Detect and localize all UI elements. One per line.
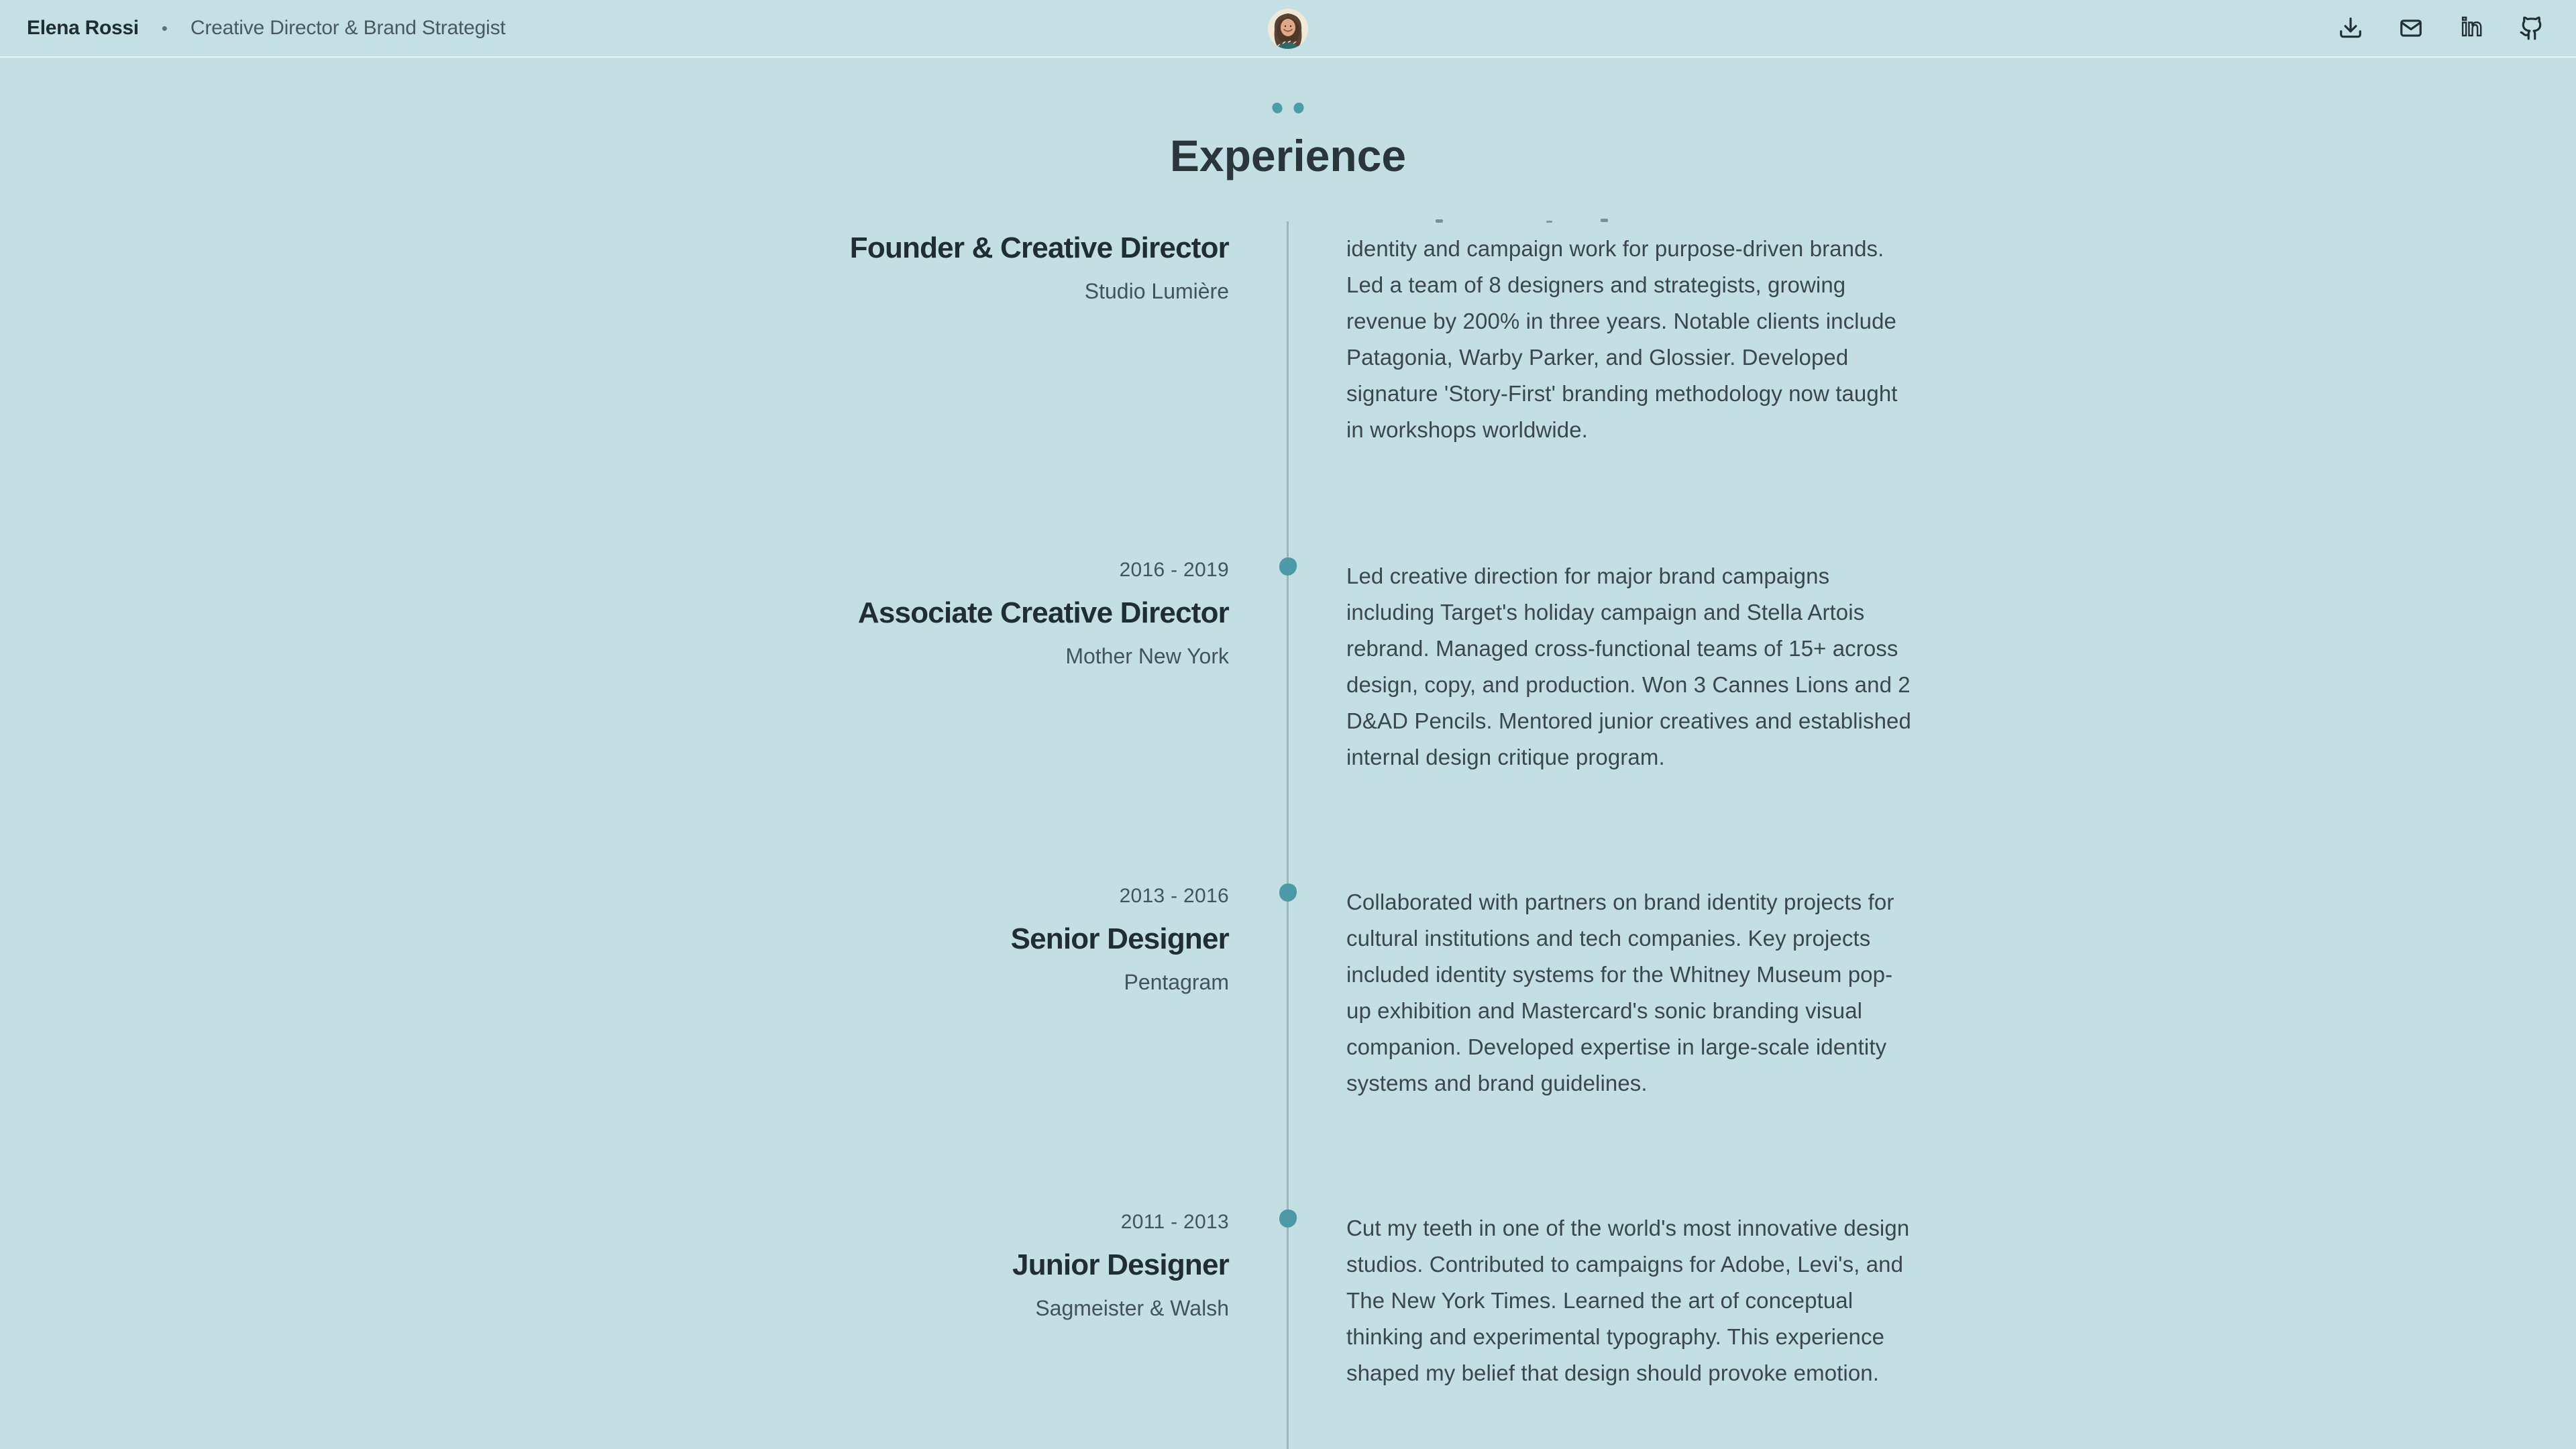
download-button[interactable] xyxy=(2337,15,2364,42)
entry-company: Studio Lumière xyxy=(1084,279,1229,303)
entry-description: Cut my teeth in one of the world's most innovative design studios. Contributed to campaigns for Adobe, Levi's, and The New York Times. Learned the art of conceptual thinking and experimental typography. This experience shaped my belief that design should provoke emotion. xyxy=(1346,1216,1910,1385)
profile-role: Creative Director & Brand Strategist xyxy=(190,17,506,39)
entry-meta xyxy=(268,558,1229,669)
entry-company: Sagmeister & Walsh xyxy=(1035,1296,1229,1320)
download-icon xyxy=(2338,15,2363,41)
entry-description: Collaborated with partners on brand identity projects for cultural institutions and tech companies. Key projects included identity systems for the Whitney Museum pop-up exhibition and Mastercard's sonic branding visual companion. Developed expertise in large-scale identity systems and brand guidelines. xyxy=(1346,890,1894,1095)
entry-meta xyxy=(268,231,1229,305)
mail-icon xyxy=(2398,15,2424,41)
github-icon xyxy=(2519,15,2544,41)
linkedin-button[interactable] xyxy=(2458,15,2485,42)
separator-dot-icon: • xyxy=(161,17,168,38)
timeline-marker xyxy=(1279,557,1298,577)
avatar[interactable] xyxy=(1268,9,1308,49)
entry-title: Senior Designer xyxy=(1010,922,1229,955)
entry-company: Mother New York xyxy=(1065,644,1229,668)
entry-meta xyxy=(268,1210,1229,1322)
entry-title: Junior Designer xyxy=(1012,1248,1229,1281)
identity-block xyxy=(27,17,506,40)
linkedin-icon: in xyxy=(2461,13,2482,41)
entry-body xyxy=(1346,884,1913,1102)
profile-name: Elena Rossi xyxy=(27,17,139,39)
top-bar xyxy=(0,0,2576,58)
entry-title: Founder & Creative Director xyxy=(849,231,1229,264)
entry-description: Led creative direction for major brand campaigns including Target's holiday campaign and Stella Artois rebrand. Managed cross-functional teams of 15+ across design, copy, and production. Won 3 Cannes Lions and 2 D&AD Pencils. Mentored junior creatives and established internal design critique program. xyxy=(1346,564,1911,769)
section-title: Experience xyxy=(1169,131,1407,180)
entry-date: 2013 - 2016 xyxy=(1119,885,1229,907)
entry-body xyxy=(1346,231,1913,448)
entry-date: 2016 - 2019 xyxy=(1119,559,1229,581)
entry-body xyxy=(1346,1210,1913,1391)
entry-body xyxy=(1346,558,1913,775)
mail-button[interactable] xyxy=(2398,15,2424,42)
timeline-marker xyxy=(1279,1209,1298,1229)
entry-date: 2011 - 2013 xyxy=(1120,1211,1229,1233)
accent-dot xyxy=(1271,102,1283,114)
avatar-portrait-image xyxy=(1268,9,1308,49)
header-action-icons xyxy=(2337,15,2545,42)
entry-company: Pentagram xyxy=(1124,970,1229,994)
entry-title: Associate Creative Director xyxy=(857,596,1229,629)
entry-meta xyxy=(268,884,1229,996)
entry-description: identity and campaign work for purpose-driven brands. Led a team of 8 designers and strategists, growing revenue by 200% in three years. Notable clients include Patagonia, Warby Parker, and Glossier. Developed signature 'Story-First' branding methodology now taught in workshops worldwide. xyxy=(1346,231,1913,448)
timeline-line xyxy=(1287,221,1289,1449)
decorative-dots xyxy=(1273,103,1304,113)
timeline-marker xyxy=(1279,883,1298,903)
accent-dot xyxy=(1294,103,1304,113)
github-button[interactable] xyxy=(2518,15,2545,42)
